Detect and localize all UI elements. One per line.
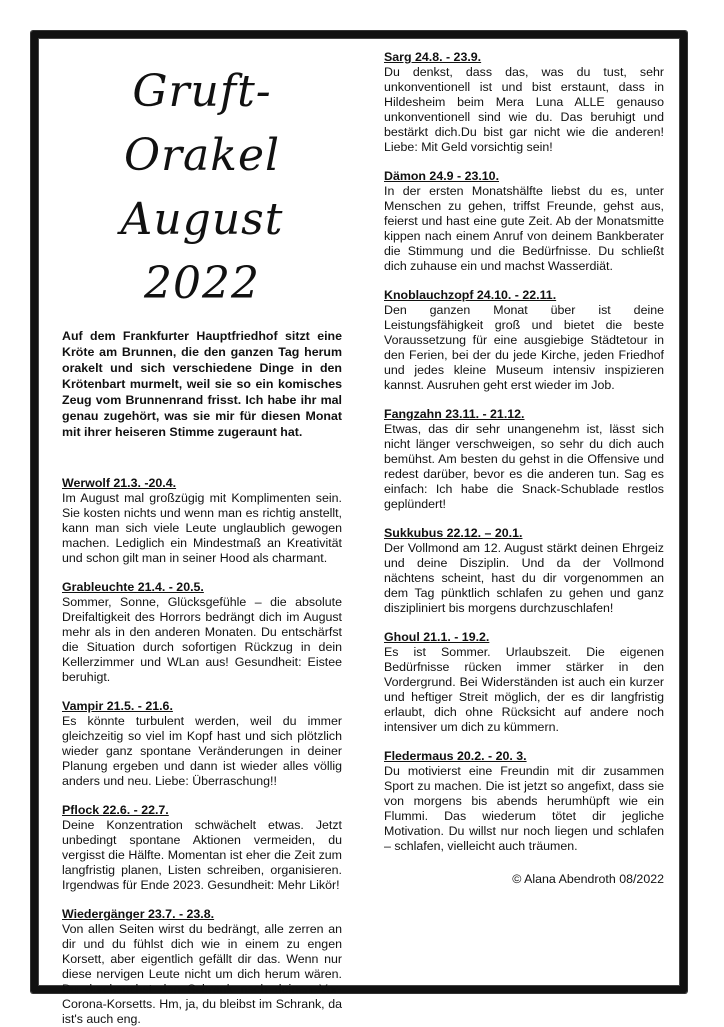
entry-heading: Vampir 21.5. - 21.6. bbox=[62, 699, 173, 713]
entry-daemon bbox=[384, 169, 664, 274]
entry-wiedergaenger bbox=[62, 907, 342, 1027]
entry-heading: Sukkubus 22.12. – 20.1. bbox=[384, 526, 523, 540]
entry-werwolf bbox=[62, 476, 342, 566]
entry-pflock bbox=[62, 803, 342, 893]
entry-heading: Wiedergänger 23.7. - 23.8. bbox=[62, 907, 215, 921]
entry-grableuchte bbox=[62, 580, 342, 685]
entry-heading: Werwolf 21.3. -20.4. bbox=[62, 476, 177, 490]
entry-heading: Dämon 24.9 - 23.10. bbox=[384, 169, 500, 183]
entry-sarg bbox=[384, 50, 664, 155]
entry-text: Der Vollmond am 12. August stärkt deinen Ehrgeiz und deine Disziplin. Und da der Vollmond nächtens scheint, hast du dir vorgenommen an dem Tag pünktlich schlafen zu gehen und ganz diszipliniert bis morgens durchzuschlafen! bbox=[384, 541, 664, 615]
entry-heading: Fledermaus 20.2. - 20. 3. bbox=[384, 749, 527, 763]
intro-paragraph: Auf dem Frankfurter Hauptfriedhof sitzt eine Kröte am Brunnen, die den ganzen Tag herum orakelt und sich verschiedene Dinge in den Krötenbart murmelt, weil sie so ein komisches Zeug vom Brunnenrand frisst. Ich habe ihr mal genau zugehört, was sie mir für diesen Monat mit ihrer heiseren Stimme zugeraunt hat. bbox=[62, 329, 342, 439]
entry-heading: Pflock 22.6. - 22.7. bbox=[62, 803, 169, 817]
entry-heading: Fangzahn 23.11. - 21.12. bbox=[384, 407, 525, 421]
entry-text: Es ist Sommer. Urlaubszeit. Die eigenen Bedürfnisse rücken immer stärker in den Vordergrund. Bei Widerständen ist auch ein kurzer und heftiger Streit möglich, der es dir langfristig erlaubt, dich ohne Rücksicht auf andere noch intensiver um dich zu kümmern. bbox=[384, 645, 664, 734]
title-line-2: August 2022 bbox=[120, 194, 284, 309]
entry-sukkubus bbox=[384, 526, 664, 616]
entry-text: Sommer, Sonne, Glücksgefühle – die absolute Dreifaltigkeit des Horrors bedrängt dich im August mehr als in den anderen Monaten. Du entschärfst die Situation durch sofortigen Rückzug in dein Kellerzimmer und WLan aus! Gesundheit: Eistee beruhigt. bbox=[62, 595, 342, 684]
entry-knoblauchzopf bbox=[384, 288, 664, 393]
entry-text: In der ersten Monatshälfte liebst du es, unter Menschen zu gehen, triffst Freunde, gehst aus, feierst und hast eine gute Zeit. Ab der Monatsmitte kippen nach einem Anruf von deinem Bankberater die Stimmung und die Bedürfnisse. Du schließt dich zuhause ein und machst Wasserdiät. bbox=[384, 184, 664, 273]
copyright-note: © Alana Abendroth 08/2022 bbox=[512, 872, 664, 886]
entry-text: Den ganzen Monat über ist deine Leistungsfähigkeit groß und bietet die beste Voraussetzung für eine ausgiebige Städtetour in den Ferien, bei der du jede Kirche, jeden Friedhof und jedes kleine Museum intensiv inspizieren kannst. Ausruhen geht erst wieder im Job. bbox=[384, 303, 664, 392]
entry-vampir bbox=[62, 699, 342, 789]
entry-text: Du denkst, dass das, was du tust, sehr unkonventionell ist und bist erstaunt, dass in Hildesheim beim Mera Luna ALLE genauso unkonventionell sind wie du. Das beruhigt und bestärkt dich.Du bist gar nicht wie die anderen! Liebe: Mit Geld vorsichtig sein! bbox=[384, 65, 664, 154]
entry-text: Im August mal großzügig mit Komplimenten sein. Sie kosten nichts und wenn man es richtig anstellt, kann man sich viele Leute unglaublich gewogen machen. Lediglich ein Mindestmaß an Kreativität und schon gilt man in seiner Hood als charmant. bbox=[62, 491, 342, 565]
entry-heading: Sarg 24.8. - 23.9. bbox=[384, 50, 482, 64]
entry-heading: Ghoul 21.1. - 19.2. bbox=[384, 630, 490, 644]
entry-text: Du motivierst eine Freundin mit dir zusammen Sport zu machen. Die ist jetzt so angefixt, dass sie von morgens bis abends herumhüpft wie ein Flummi. Das wiederum tötet dir jegliche Motivation. Du willst nur noch liegen und schlafen – schlafen, vielleicht auch träumen. bbox=[384, 764, 664, 853]
right-column bbox=[384, 50, 664, 899]
entry-text: Deine Konzentration schwächelt etwas. Jetzt unbedingt spontane Aktionen vermeiden, du vergisst die Hälfte. Momentan ist eher die Zeit zum langfristig planen, Listen schreiben, organisieren. Irgendwas für Ende 2023. Gesundheit: Mehr Likör! bbox=[62, 818, 342, 892]
entry-ghoul bbox=[384, 630, 664, 735]
entry-fangzahn bbox=[384, 407, 664, 512]
entry-text: Von allen Seiten wirst du bedrängt, alle zerren an dir und du fühlst dich wie in einem zu engen Korsett, aber eigentlich gefällt dir das. Wenn nur diese nervigen Leute nicht um dich herum wären. Du durchsuchst den Schrank nach deinen Vor-Corona-Korsetts. Hm, ja, du bleibst im Schrank, da ist's auch eng. bbox=[62, 922, 342, 1026]
title-line-1: Gruft-Orakel bbox=[123, 66, 281, 181]
entry-text: Es könnte turbulent werden, weil du immer gleichzeitig so viel im Kopf hast und sich plötzlich wieder ganz spontane Veränderungen in deiner Planung ergeben und dann ist wieder alles völlig anders und neu. Liebe: Überraschung!! bbox=[62, 714, 342, 788]
entry-fledermaus bbox=[384, 749, 664, 854]
left-column bbox=[62, 60, 342, 1027]
entry-heading: Knoblauchzopf 24.10. - 22.11. bbox=[384, 288, 557, 302]
entry-heading: Grableuchte 21.4. - 20.5. bbox=[62, 580, 204, 594]
entry-text: Etwas, das dir sehr unangenehm ist, lässt sich nicht länger verschweigen, so sehr du dich auch bemühst. Am besten du gehst in die Offensive und redest darüber, bevor es die anderen tun. Sag es einfach: Ich habe die Snack-Schublade restlos geplündert! bbox=[384, 422, 664, 511]
